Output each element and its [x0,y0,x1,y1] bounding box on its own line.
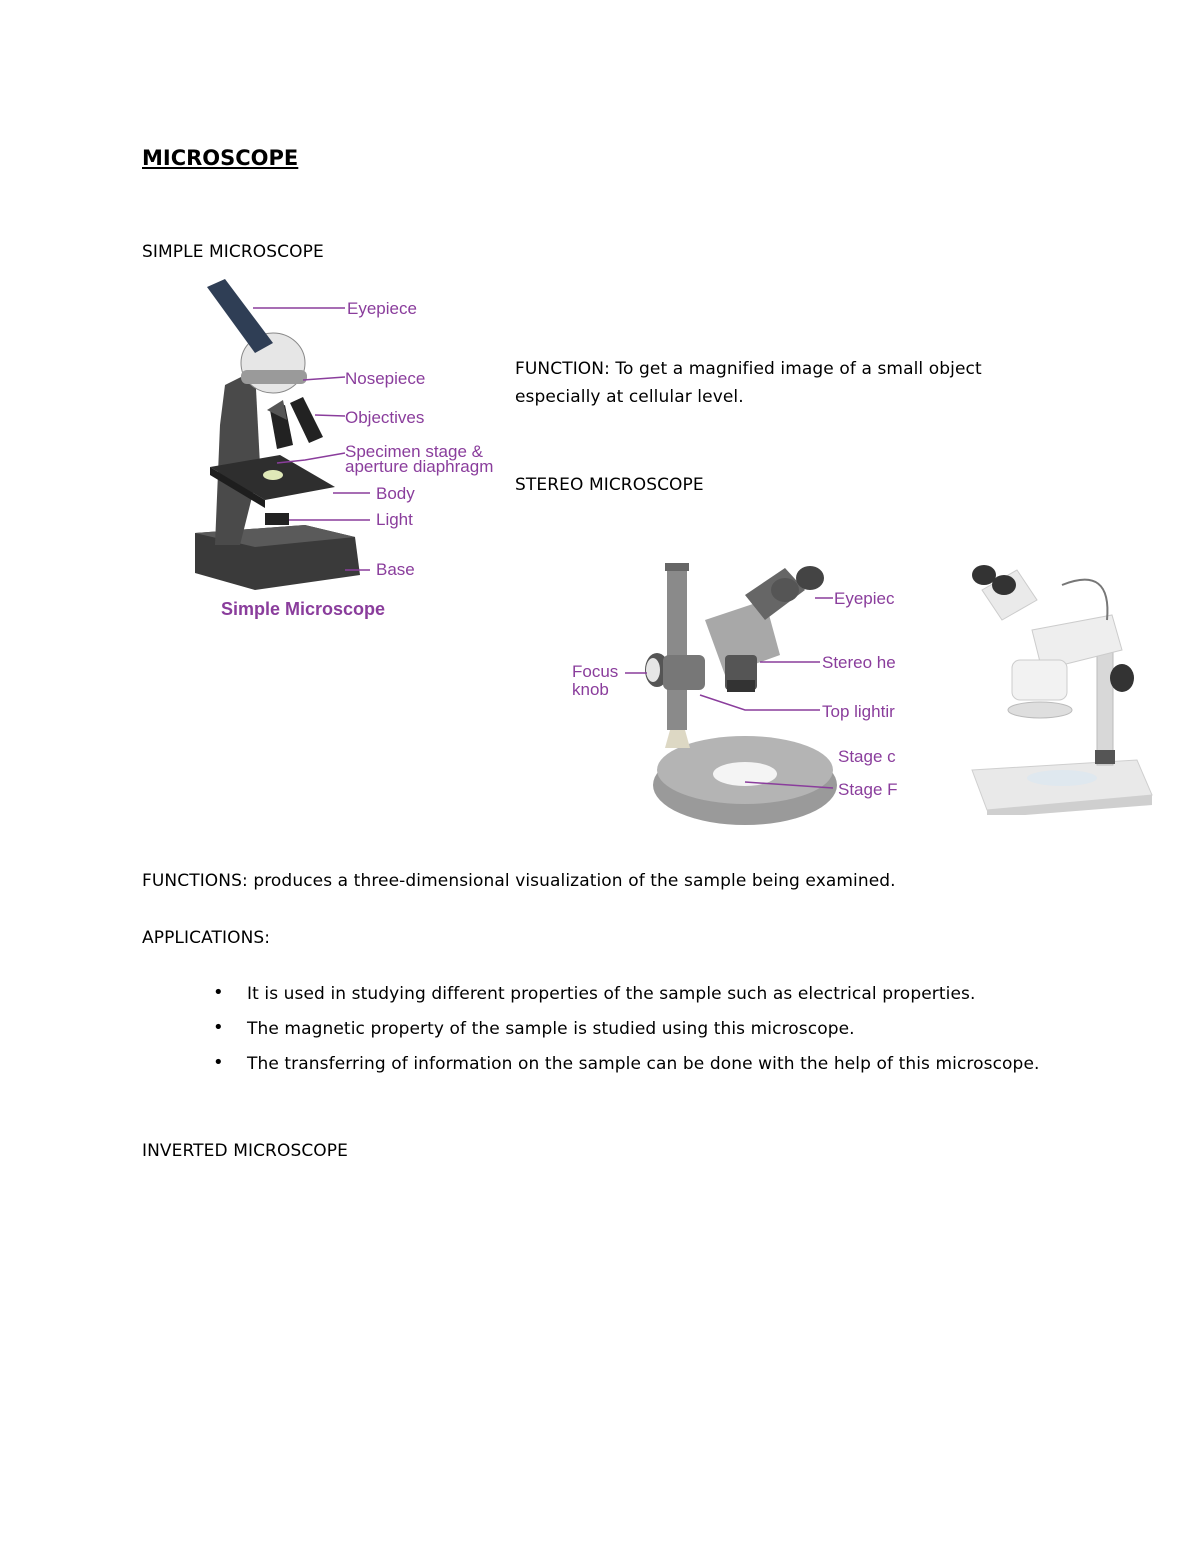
stereo-microscope-figure [565,560,900,835]
stereo-label-focus-2: knob [572,680,609,699]
bullet-icon: • [213,1017,224,1038]
application-item-2: The magnetic property of the sample is studied using this microscope. [247,1019,855,1039]
simple-function-line-1: FUNCTION: To get a magnified image of a small object [515,359,982,379]
page-title: MICROSCOPE [142,146,299,170]
stereo-label-focus-1: Focus [572,662,619,681]
simple-label-light: Light [376,510,413,529]
application-item-3: The transferring of information on the sample can be done with the help of this microscope. [247,1054,1040,1074]
simple-label-objectives: Objectives [345,408,425,427]
bullet-icon: • [213,1052,224,1073]
stereo-label-eyepiece: Eyepiec [834,589,895,608]
simple-label-base: Base [376,560,415,579]
stereo-microscope-photo [962,560,1157,815]
stereo-microscope-heading: STEREO MICROSCOPE [515,475,704,495]
inverted-microscope-heading: INVERTED MICROSCOPE [142,1141,348,1161]
simple-label-stage-1: Specimen stage & [345,442,483,461]
simple-label-nosepiece: Nosepiece [345,369,426,388]
simple-label-eyepiece: Eyepiece [347,299,417,318]
microscope-arm-shape [215,370,260,545]
stereo-label-stage-c: Stage c [838,747,896,766]
stereo-label-stage-p: Stage F [838,780,898,799]
applications-heading: APPLICATIONS: [142,928,271,948]
stereo-pole-shape [667,565,687,730]
eyepiece-tube-shape [207,279,273,353]
simple-label-body: Body [376,484,415,503]
stereo-label-top-lighting: Top lightir [822,702,895,721]
simple-label-stage-2: aperture diaphragm [345,457,494,476]
stereo-functions-text: FUNCTIONS: produces a three-dimensional visualization of the sample being examined. [142,871,896,891]
simple-microscope-heading: SIMPLE MICROSCOPE [142,242,324,262]
simple-figure-caption: Simple Microscope [221,599,386,619]
application-item-1: It is used in studying different properties of the sample such as electrical properties. [247,984,976,1004]
simple-function-line-2: especially at cellular level. [515,387,744,407]
simple-microscope-figure [185,275,505,625]
stereo-label-stereo-head: Stereo he [822,653,896,672]
bullet-icon: • [213,982,224,1003]
